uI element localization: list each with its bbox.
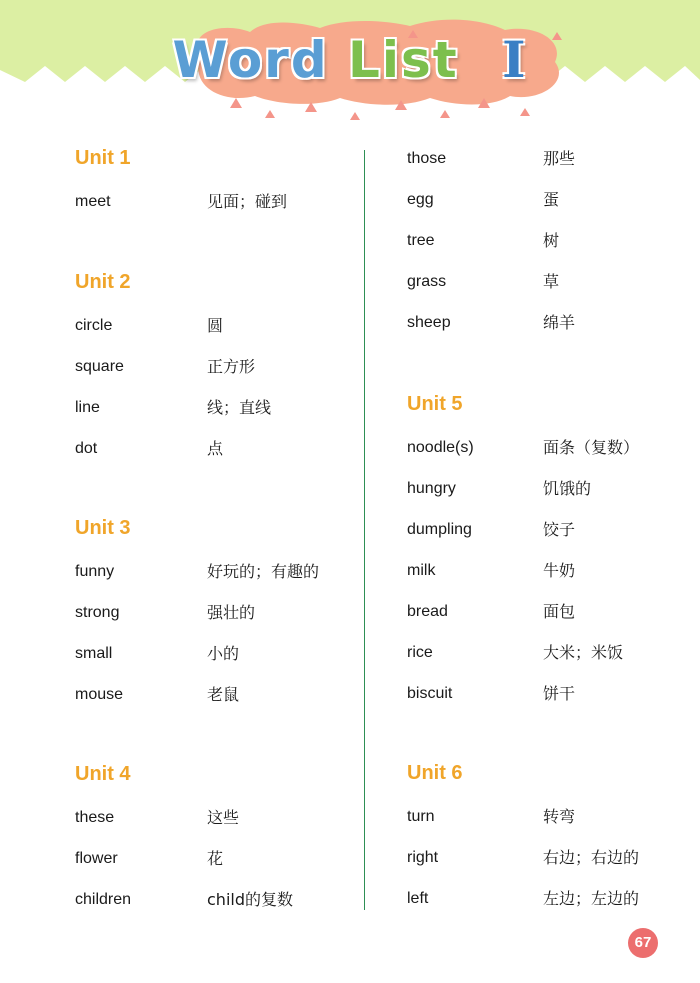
unit-section <box>75 760 293 909</box>
word-chinese: 老鼠 <box>207 685 240 704</box>
word-english: rice <box>407 644 433 661</box>
word-english: bread <box>407 603 448 620</box>
word-chinese: 小的 <box>207 644 240 663</box>
word-english: tree <box>407 232 435 249</box>
word-chinese: 强壮的 <box>207 603 256 622</box>
unit-heading: Unit 5 <box>407 393 463 415</box>
word-english: mouse <box>75 686 124 703</box>
word-chinese: 圆 <box>207 316 224 335</box>
unit-heading: Unit 6 <box>407 762 463 784</box>
word-chinese: 牛奶 <box>543 561 576 580</box>
word-chinese: 面条（复数） <box>543 438 640 457</box>
word-chinese: 线；直线 <box>207 398 272 417</box>
word-english: dot <box>75 440 98 457</box>
column-divider <box>364 150 365 910</box>
title-triangle <box>520 108 530 116</box>
word-chinese: 好玩的；有趣的 <box>207 562 320 581</box>
word-english: children <box>75 891 132 908</box>
word-chinese: 绵羊 <box>543 313 576 332</box>
word-chinese: 左边；左边的 <box>543 889 640 908</box>
unit-section <box>75 268 272 458</box>
word-chinese: 饼干 <box>543 684 576 703</box>
word-english: left <box>407 890 429 907</box>
word-english: circle <box>75 317 113 334</box>
word-chinese: 见面；碰到 <box>207 192 288 211</box>
word-chinese: 这些 <box>207 808 240 827</box>
word-english: noodle(s) <box>407 439 474 456</box>
word-english: right <box>407 849 439 866</box>
word-english: square <box>75 358 124 375</box>
page-header <box>0 0 700 130</box>
title-triangle <box>265 110 275 118</box>
word-chinese: 饥饿的 <box>543 479 592 498</box>
word-english: dumpling <box>407 521 472 538</box>
unit-section <box>407 759 640 908</box>
word-english: these <box>75 809 115 826</box>
word-chinese: 树 <box>543 231 560 250</box>
word-chinese: 正方形 <box>207 357 256 376</box>
word-chinese: child的复数 <box>207 890 293 909</box>
unit-heading: Unit 4 <box>75 763 131 785</box>
unit-heading: Unit 1 <box>75 147 131 169</box>
title-triangle <box>350 112 360 120</box>
word-english: grass <box>407 273 447 290</box>
word-english: strong <box>75 604 120 621</box>
title-word: Word <box>172 31 329 89</box>
unit-heading: Unit 3 <box>75 517 131 539</box>
word-english: sheep <box>407 314 451 331</box>
word-chinese: 花 <box>207 849 224 868</box>
unit-section <box>75 514 320 704</box>
word-chinese: 草 <box>543 272 560 291</box>
word-english: meet <box>75 193 111 210</box>
page-number-badge: 67 <box>628 928 658 958</box>
word-chinese: 面包 <box>543 602 576 621</box>
unit-section <box>75 144 288 211</box>
word-english: those <box>407 150 447 167</box>
word-english: turn <box>407 808 435 825</box>
unit-section <box>407 390 640 703</box>
title-numeral: I <box>502 30 528 89</box>
page-title <box>0 30 700 89</box>
word-english: funny <box>75 563 115 580</box>
word-english: line <box>75 399 100 416</box>
word-chinese: 饺子 <box>543 520 576 539</box>
word-chinese: 蛋 <box>543 190 560 209</box>
word-english: small <box>75 645 113 662</box>
title-triangle <box>230 98 242 108</box>
word-english: flower <box>75 850 118 867</box>
title-triangle <box>440 110 450 118</box>
word-english: milk <box>407 562 436 579</box>
word-english: biscuit <box>407 685 453 702</box>
unit-heading: Unit 2 <box>75 271 131 293</box>
word-chinese: 右边；右边的 <box>543 848 640 867</box>
word-chinese: 点 <box>207 439 224 458</box>
title-list: List <box>348 31 459 89</box>
word-chinese: 那些 <box>543 149 576 168</box>
word-chinese: 转弯 <box>543 807 576 826</box>
word-english: hungry <box>407 480 456 497</box>
word-english: egg <box>407 191 434 208</box>
word-chinese: 大米；米饭 <box>543 643 624 662</box>
